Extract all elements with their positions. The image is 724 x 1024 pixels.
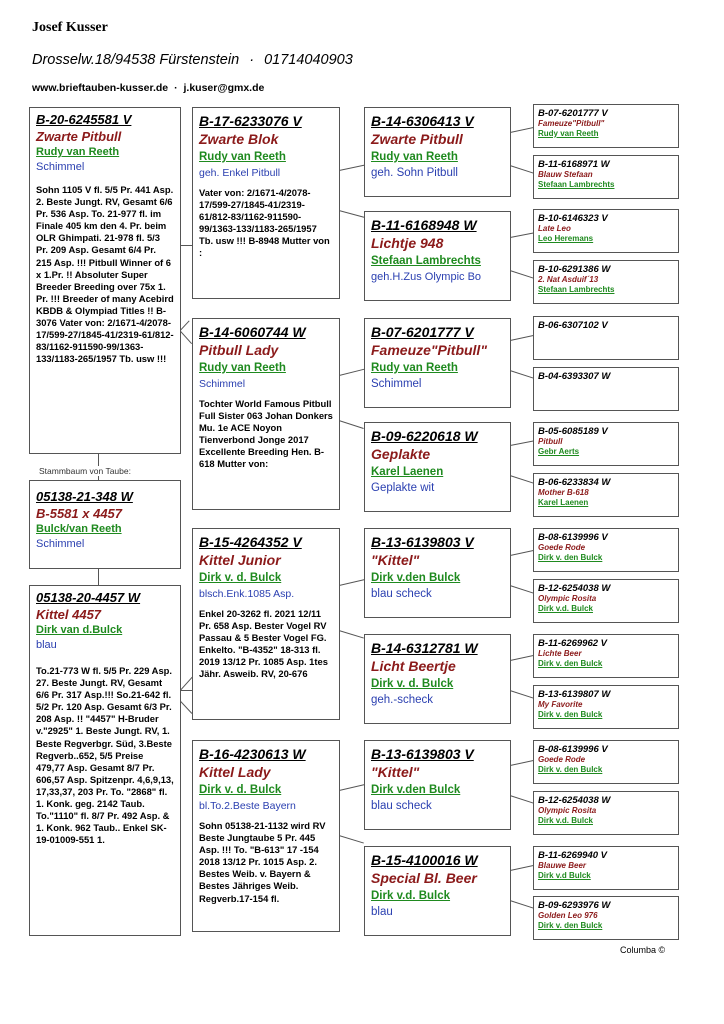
ggg-name: Golden Leo 976: [538, 911, 598, 920]
ggg-card[interactable]: [533, 634, 679, 678]
grandparent-breeder: Dirk v. d. Bulck: [199, 572, 282, 584]
subject-name: B-5581 x 4457: [36, 506, 123, 521]
ggg-name: Late Leo: [538, 224, 571, 233]
gg-breeder: Dirk v. d. Bulck: [371, 678, 454, 690]
gg-breeder: Dirk v.den Bulck: [371, 784, 461, 796]
connector-line: [339, 579, 365, 586]
gg-color: blau: [371, 906, 393, 918]
ggg-ring: B-12-6254038 W: [538, 795, 611, 806]
ggg-card[interactable]: [533, 528, 679, 572]
connector-line: [510, 232, 535, 238]
ggg-name: My Favorite: [538, 700, 583, 709]
ggg-ring: B-12-6254038 W: [538, 583, 611, 594]
gg-ring: B-14-6312781 W: [371, 640, 478, 656]
ggg-breeder: Karel Laenen: [538, 498, 589, 507]
subject-card[interactable]: [29, 480, 181, 569]
ggg-breeder: Dirk v. den Bulck: [538, 765, 603, 774]
subject-ring: 05138-21-348 W: [36, 489, 133, 504]
ggg-ring: B-11-6168971 W: [538, 159, 610, 170]
ggg-card[interactable]: [533, 846, 679, 890]
ggg-breeder: Gebr Aerts: [538, 447, 580, 456]
ggg-name: Lichte Beer: [538, 649, 582, 658]
ggg-ring: B-10-6291386 W: [538, 264, 611, 275]
gg-name: Lichtje 948: [371, 235, 444, 251]
ggg-card[interactable]: [533, 367, 679, 411]
gg-breeder: Stefaan Lambrechts: [371, 255, 481, 267]
ggg-name: Fameuze"Pitbull": [538, 119, 605, 128]
grandparent-description: Tochter World Famous Pitbull Full Sister 063 Johan Donkers Mu. 1e ACE Noyon Tienverbond Jonge 2017 Excellente Breeding Hen. B-618 Mutter von:: [199, 398, 333, 470]
great-grandparent-card[interactable]: [364, 422, 511, 512]
great-grandparent-card[interactable]: [364, 107, 511, 197]
phone: 01714040903: [264, 52, 353, 68]
ggg-breeder: Rudy van Reeth: [538, 129, 599, 138]
email-link[interactable]: j.kuser@gmx.de: [183, 82, 265, 94]
ggg-name: Pitbull: [538, 437, 563, 446]
ggg-breeder: Stefaan Lambrechts: [538, 285, 615, 294]
mother-card[interactable]: [29, 585, 181, 936]
connector-line: [510, 127, 535, 133]
subject-breeder: Bulck/van Reeth: [36, 523, 122, 535]
gg-breeder: Rudy van Reeth: [371, 362, 458, 374]
gg-color: geh.H.Zus Olympic Bo: [371, 271, 482, 283]
ggg-breeder: Stefaan Lambrechts: [538, 180, 615, 189]
grandparent-card[interactable]: [192, 107, 340, 299]
ggg-card[interactable]: [533, 740, 679, 784]
ggg-ring: B-08-6139996 V: [538, 744, 608, 755]
grandparent-ring: B-17-6233076 V: [199, 113, 302, 129]
gg-breeder: Karel Laenen: [371, 466, 444, 478]
great-grandparent-card[interactable]: [364, 846, 511, 936]
ggg-breeder: Leo Heremans: [538, 234, 594, 243]
ggg-breeder: Dirk v. den Bulck: [538, 921, 603, 930]
mother-color: blau: [36, 639, 57, 651]
gg-color: blau scheck: [371, 800, 432, 812]
grandparent-description: Enkel 20-3262 fl. 2021 12/11 Pr. 658 Asp. Bester Vogel RV Passau & 5 Bester Vogel FG. Enkelto. "B-4352" 18-313 fl. 2019 13/12 Pr. 1085 Asp. 1tes Jähr. Asweib. RV, 20-676: [199, 608, 328, 680]
connector-line: [339, 369, 364, 376]
grandparent-name: Kittel Lady: [199, 764, 271, 780]
gg-name: Geplakte: [371, 446, 431, 462]
grandparent-breeder: Dirk v. d. Bulck: [199, 784, 282, 796]
ggg-breeder: Dirk v.d. Bulck: [538, 816, 593, 825]
gg-color: Schimmel: [371, 378, 422, 390]
connector-line: [510, 165, 534, 174]
ggg-card[interactable]: [533, 209, 679, 253]
father-name: Zwarte Pitbull: [36, 129, 122, 144]
grandparent-breeder: Rudy van Reeth: [199, 151, 286, 163]
gg-color: blau scheck: [371, 588, 432, 600]
grandparent-name: Zwarte Blok: [199, 131, 279, 147]
ggg-card[interactable]: [533, 791, 679, 835]
gg-breeder: Dirk v.den Bulck: [371, 572, 461, 584]
connector-line: [510, 370, 534, 379]
great-grandparent-card[interactable]: [364, 528, 511, 618]
father-card[interactable]: [29, 107, 181, 454]
ggg-card[interactable]: [533, 155, 679, 199]
ggg-name: 2. Nat Asduif´13: [538, 275, 599, 284]
connector-line: [510, 655, 535, 661]
website-link[interactable]: www.brieftauben-kusser.de: [32, 82, 169, 94]
connector-line: [339, 165, 365, 171]
father-color: Schimmel: [36, 161, 85, 173]
connector-line: [510, 270, 534, 279]
connector-line: [339, 835, 364, 844]
address-line: [32, 52, 353, 68]
ggg-card[interactable]: [533, 104, 679, 148]
great-grandparent-card[interactable]: [364, 318, 511, 408]
ggg-card[interactable]: [533, 579, 679, 623]
gg-breeder: Dirk v.d. Bulck: [371, 890, 451, 902]
great-grandparent-card[interactable]: [364, 740, 511, 830]
separator: ·: [249, 52, 255, 68]
grandparent-card[interactable]: [192, 740, 340, 932]
ggg-ring: B-04-6393307 W: [538, 371, 611, 382]
ggg-breeder: Dirk v. den Bulck: [538, 553, 603, 562]
gg-name: "Kittel": [371, 552, 420, 568]
gg-color: geh.-scheck: [371, 694, 434, 706]
father-description: Sohn 1105 V fl. 5/5 Pr. 441 Asp. 2. Beste Jungt. RV, Gesamt 6/6 Pr. 536 Asp. To. 21-977 fl. im Finale 405 km den 4. Pr. beim OLR Ghimpati. 21-978 fl. 5/3 Pr. 209 Asp. Gesamt 6/4 Pr. 215 Asp. !!! Pitbull Winner of 6 x 1.Pr. !! Absoluter Super Breeder Breeding over 75x 1. Pr. !!! Breeder of many Acebird KBDB & Olympiad Titles !! B-3076 Vater von: 2/1671-4/2078-17/599-27/1845-41/2319-61/812-83/1162-911590-99/1363-133/1183-265/1957 Tb. usw !!!: [36, 184, 174, 365]
connector-line: [98, 569, 99, 585]
ggg-name: Goede Rode: [538, 755, 586, 764]
ggg-name: Goede Rode: [538, 543, 586, 552]
ggg-card[interactable]: [533, 896, 679, 940]
ggg-breeder: Dirk v.d Bulck: [538, 871, 591, 880]
ggg-ring: B-09-6293976 W: [538, 900, 611, 911]
gg-color: Geplakte wit: [371, 482, 435, 494]
ggg-ring: B-06-6307102 V: [538, 320, 608, 331]
ggg-breeder: Dirk v.d. Bulck: [538, 604, 593, 613]
ggg-card[interactable]: [533, 316, 679, 360]
grandparent-ring: B-14-6060744 W: [199, 324, 306, 340]
connector-line: [180, 320, 190, 330]
grandparent-color: blsch.Enk.1085 Asp.: [199, 588, 295, 600]
gg-name: "Kittel": [371, 764, 420, 780]
connector-line: [339, 630, 364, 639]
ggg-name: Mother B-618: [538, 488, 589, 497]
mother-description: To.21-773 W fl. 5/5 Pr. 229 Asp. 27. Beste Jungt. RV, Gesamt 6/6 Pr. 317 Asp.!!! So.21-642 fl. 5/2 Pr. 120 Asp. Gesamt 6/3 Pr. 208 Asp. !! "4457" H-Bruder v."2925" 1. Beste Jungt. RV, 1. Beste Regverbgr. Süd, 3.Beste Regverb..652, 5/5 Preise 479,77 Asp. Gesamt 8/7 Pr. 606,57 Asp. Spitzenpr. 4,6,9,13, 17,33,37, 203 Pr. To. "2868" fl. 1. Konk. geg. 2142 Taub. To."1110" fl. 8/7 Pr. 492 Asp. & 1. Konk. 962 Taub.. Enkel SK-19-01009-551 1.: [36, 665, 174, 846]
gg-color: geh. Sohn Pitbull: [371, 167, 458, 179]
connector-line: [510, 690, 534, 699]
grandparent-name: Kittel Junior: [199, 552, 281, 568]
gg-ring: B-15-4100016 W: [371, 852, 478, 868]
great-grandparent-card[interactable]: [364, 634, 511, 724]
address: Drosselw.18/94538 Fürstenstein: [32, 52, 240, 68]
grandparent-breeder: Rudy van Reeth: [199, 362, 286, 374]
gg-breeder: Rudy van Reeth: [371, 151, 458, 163]
grandparent-card[interactable]: [192, 318, 340, 510]
gg-ring: B-14-6306413 V: [371, 113, 474, 129]
connector-line: [510, 585, 534, 594]
mother-name: Kittel 4457: [36, 607, 102, 622]
gg-name: Fameuze"Pitbull": [371, 342, 487, 358]
father-ring: B-20-6245581 V: [36, 112, 132, 127]
gg-ring: B-13-6139803 V: [371, 534, 474, 550]
ggg-ring: B-11-6269962 V: [538, 638, 608, 649]
ggg-name: Blauw Stefaan: [538, 170, 593, 179]
ggg-ring: B-10-6146323 V: [538, 213, 608, 224]
gg-name: Licht Beertje: [371, 658, 456, 674]
grandparent-color: Schimmel: [199, 378, 246, 390]
gg-name: Special Bl. Beer: [371, 870, 477, 886]
grandparent-card[interactable]: [192, 528, 340, 720]
ggg-card[interactable]: [533, 260, 679, 304]
ggg-ring: B-08-6139996 V: [538, 532, 608, 543]
connector-line: [510, 795, 534, 804]
connector-line: [339, 210, 364, 218]
ggg-breeder: Dirk v. den Bulck: [538, 710, 603, 719]
ggg-ring: B-05-6085189 V: [538, 426, 608, 437]
ggg-ring: B-07-6201777 V: [538, 108, 608, 119]
ggg-card[interactable]: [533, 422, 679, 466]
ggg-name: Blauwe Beer: [538, 861, 587, 870]
ggg-card[interactable]: [533, 473, 679, 517]
father-breeder: Rudy van Reeth: [36, 146, 120, 158]
connector-line: [510, 865, 535, 871]
grandparent-color: geh. Enkel Pitbull: [199, 167, 281, 179]
mother-ring: 05138-20-4457 W: [36, 590, 141, 605]
connector-line: [510, 760, 535, 766]
grandparent-color: bl.To.2.Beste Bayern: [199, 800, 296, 812]
contact-line: [32, 82, 264, 94]
connector-line: [510, 335, 535, 341]
connector-line: [510, 550, 535, 556]
connector-line: [179, 700, 192, 714]
ggg-name: Olympic Rosita: [538, 806, 597, 815]
connector-line: [510, 440, 535, 446]
gg-name: Zwarte Pitbull: [371, 131, 463, 147]
ggg-breeder: Dirk v. den Bulck: [538, 659, 603, 668]
ggg-card[interactable]: [533, 685, 679, 729]
gg-ring: B-07-6201777 V: [371, 324, 474, 340]
connector-line: [180, 677, 193, 691]
separator: ·: [174, 82, 178, 94]
ggg-ring: B-13-6139807 W: [538, 689, 611, 700]
grandparent-ring: B-15-4264352 V: [199, 534, 302, 550]
connector-line: [339, 784, 365, 791]
mother-breeder: Dirk van d.Bulck: [36, 624, 123, 636]
subject-color: Schimmel: [36, 538, 85, 550]
grandparent-name: Pitbull Lady: [199, 342, 279, 358]
great-grandparent-card[interactable]: [364, 211, 511, 301]
owner-name: Josef Kusser: [32, 20, 108, 35]
footer-credit: Columba ©: [620, 945, 666, 955]
ggg-ring: B-11-6269940 V: [538, 850, 608, 861]
grandparent-description: Vater von: 2/1671-4/2078-17/599-27/1845-41/2319-61/812-83/1162-911590-99/1363-133/1183-265/1957 Tb. usw !!! B-8948 Mutter von :: [199, 187, 330, 259]
connector-line: [510, 475, 534, 484]
connector-line: [179, 330, 192, 344]
ggg-ring: B-06-6233834 W: [538, 477, 611, 488]
subject-legend: Stammbaum von Taube:: [36, 466, 134, 476]
gg-ring: B-11-6168948 W: [371, 217, 477, 233]
grandparent-ring: B-16-4230613 W: [199, 746, 306, 762]
ggg-name: Olympic Rosita: [538, 594, 597, 603]
gg-ring: B-13-6139803 V: [371, 746, 474, 762]
grandparent-description: Sohn 05138-21-1132 wird RV Beste Jungtaube 5 Pr. 445 Asp. !!! To. "B-613" 17 -154 2018 13/12 Pr. 1015 Asp. 2. Bestes Weib. v. Bayern & Bestes Jähriges Weib. Regverb.17-154 fl.: [199, 820, 326, 904]
connector-line: [510, 900, 534, 909]
connector-line: [339, 420, 364, 429]
connector-line: [180, 245, 192, 246]
gg-ring: B-09-6220618 W: [371, 428, 478, 444]
connector-line: [180, 690, 192, 691]
